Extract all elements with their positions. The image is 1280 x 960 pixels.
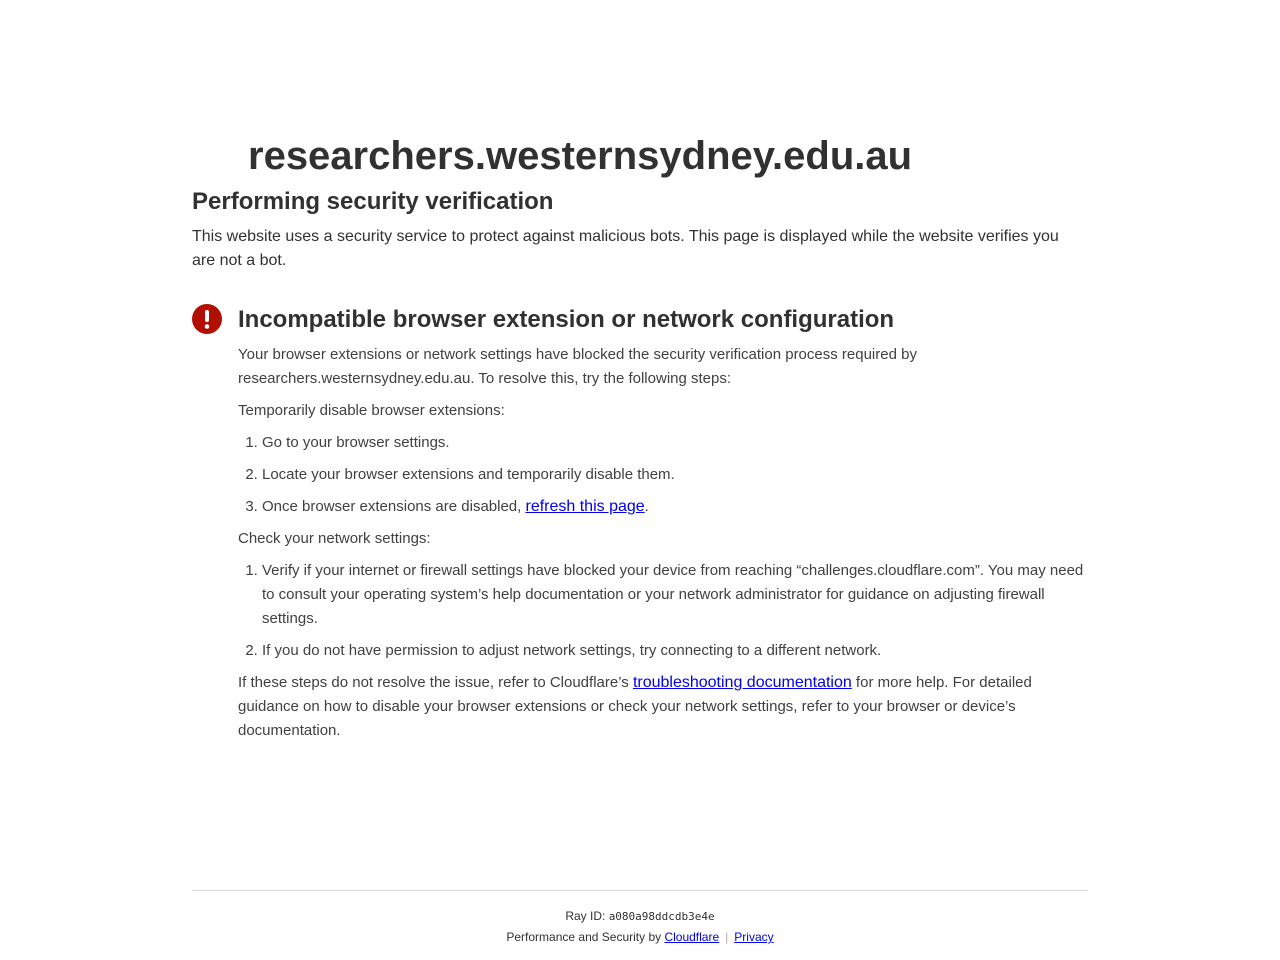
- footer: [192, 906, 1088, 947]
- performance-text: Performance and Security by: [506, 930, 665, 944]
- footer-separator: |: [725, 930, 729, 944]
- extensions-label: Temporarily disable browser extensions:: [238, 402, 505, 419]
- list-item: [262, 495, 1092, 519]
- step-text: Once browser extensions are disabled,: [262, 498, 526, 515]
- step-text: Go to your browser settings.: [262, 434, 450, 451]
- step-suffix: .: [644, 498, 649, 515]
- step-text: Locate your browser extensions and temporarily disable them.: [262, 466, 675, 483]
- exclamation-icon-glyph: [192, 304, 222, 334]
- error-summary: Your browser extensions or network settings have blocked the security verification process required by researchers.westernsydney.edu.au. To resolve this, try the following steps:: [238, 346, 917, 387]
- extension-steps-list: [238, 431, 1092, 519]
- ray-id-value: a080a98ddcdb3e4e: [608, 910, 715, 923]
- network-steps-list: [238, 559, 1092, 663]
- intro-text: This website uses a security service to protect against malicious bots. This page is displayed while the website verifies you are not a bot.: [192, 228, 1059, 269]
- closing-prefix: If these steps do not resolve the issue, refer to Cloudflare’s: [238, 674, 633, 691]
- ray-id-label: Ray ID:: [565, 909, 609, 923]
- closing-suffix: for more help. For detailed guidance on how to disable your browser extensions or check your network settings, refer to your browser or device’s documentation.: [238, 674, 1032, 739]
- error-heading: Incompatible browser extension or network configuration: [238, 306, 895, 333]
- performance-line: [192, 927, 1088, 947]
- step-text: Verify if your internet or firewall settings have blocked your device from reaching “challenges.cloudflare.com”. You may need to consult your operating system’s help documentation or your network administrator for guidance on adjusting firewall settings.: [262, 562, 1084, 627]
- list-item: [262, 559, 1092, 631]
- error-details: [238, 343, 1092, 751]
- page-heading: Performing security verification: [192, 188, 554, 215]
- footer-divider: [192, 890, 1088, 891]
- troubleshooting-documentation-link[interactable]: troubleshooting documentation: [632, 674, 852, 691]
- list-item: [262, 639, 1092, 663]
- site-domain-title: researchers.westernsydney.edu.au: [248, 134, 913, 178]
- list-item: [262, 463, 1092, 487]
- refresh-page-link[interactable]: refresh this page: [525, 498, 645, 515]
- cloudflare-link[interactable]: Cloudflare: [664, 930, 720, 944]
- exclamation-icon: [192, 304, 222, 334]
- list-item: [262, 431, 1092, 455]
- network-label: Check your network settings:: [238, 530, 431, 547]
- ray-id-line: [192, 906, 1088, 927]
- step-text: If you do not have permission to adjust network settings, try connecting to a different network.: [262, 642, 882, 659]
- closing-text: [238, 671, 1092, 743]
- privacy-link[interactable]: Privacy: [734, 930, 774, 944]
